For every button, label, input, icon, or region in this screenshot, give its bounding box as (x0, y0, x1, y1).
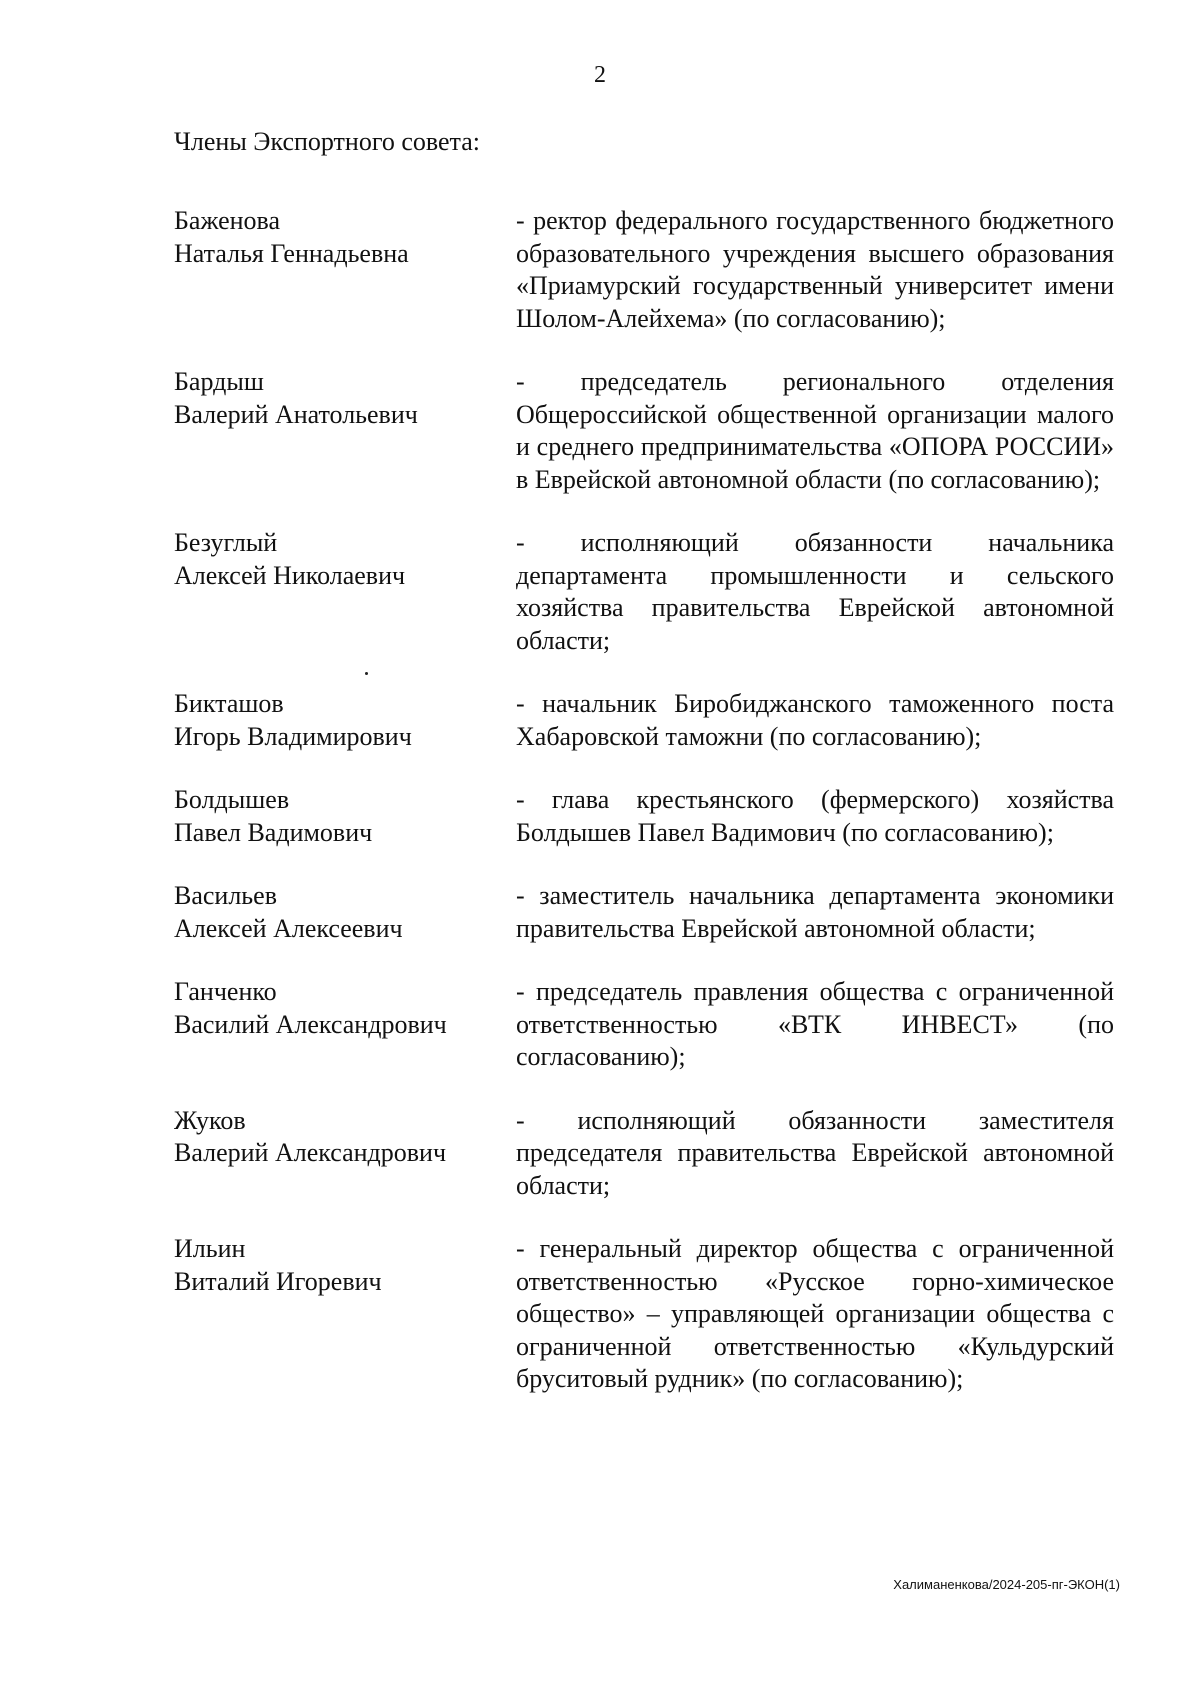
member-name (174, 205, 516, 335)
document-footer-code: Халиманенкова/2024-205-пг-ЭКОН(1) (893, 1577, 1120, 1592)
member-name (174, 1105, 516, 1203)
member-name (174, 366, 516, 496)
member-given-names: Алексей Алексеевич (174, 913, 403, 943)
member-given-names: Павел Вадимович (174, 817, 373, 847)
member-name (174, 688, 516, 753)
member-name (174, 1233, 516, 1396)
member-name (174, 880, 516, 945)
member-given-names: Василий Александрович (174, 1009, 447, 1039)
member-surname: Ганченко (174, 977, 277, 1006)
member-surname: Бикташов (174, 689, 284, 718)
member-position: - исполняющий обязанности заместителя председателя правительства Еврейской автономной области; (516, 1105, 1114, 1200)
member-entry (174, 366, 1114, 496)
page-number: 2 (594, 62, 606, 88)
member-given-names: Валерий Александрович (174, 1138, 447, 1167)
member-position: - ректор федерального государственного бюджетного образовательного учреждения высшего образования «Приамурский государственный университет имени Шолом-Алейхема» (по согласованию); (516, 206, 1114, 333)
member-entry (174, 1105, 1114, 1203)
member-given-names: Виталий Игоревич (174, 1266, 382, 1296)
member-given-names: Игорь Владимирович (174, 721, 412, 751)
member-entry (174, 688, 1114, 753)
member-surname: Баженова (174, 206, 281, 235)
member-position: - глава крестьянского (фермерского) хозяйства Болдышев Павел Вадимович (по согласованию); (516, 785, 1114, 847)
member-surname: Жуков (174, 1105, 246, 1135)
scan-speck (365, 672, 368, 675)
member-given-names: Наталья Геннадьевна (174, 238, 409, 268)
member-surname: Безуглый (174, 528, 278, 557)
member-position: - председатель регионального отделения Общероссийской общественной организации малого и среднего предпринимательства «ОПОРА РОССИИ» в Еврейской автономной области (по согласованию); (516, 367, 1114, 494)
member-position: - генеральный директор общества с ограниченной ответственностью «Русское горно-химическое общество» – управляющей организации общества с ограниченной ответственностью «Кульдурский бруситовый рудник» (по согласованию); (516, 1234, 1114, 1393)
member-position: - начальник Биробиджанского таможенного поста Хабаровской таможни (по согласованию); (516, 689, 1114, 751)
section-heading: Члены Экспортного совета: (174, 127, 480, 156)
member-entry (174, 527, 1114, 657)
members-list (174, 205, 1114, 1427)
member-name (174, 527, 516, 657)
member-entry (174, 976, 1114, 1074)
member-surname: Болдышев (174, 785, 290, 814)
member-entry (174, 205, 1114, 335)
member-given-names: Валерий Анатольевич (174, 399, 418, 429)
member-surname: Ильин (174, 1234, 246, 1263)
member-entry (174, 880, 1114, 945)
member-surname: Бардыш (174, 367, 264, 396)
member-name (174, 784, 516, 849)
member-position: - исполняющий обязанности начальника департамента промышленности и сельского хозяйства правительства Еврейской автономной области; (516, 528, 1114, 655)
member-given-names: Алексей Николаевич (174, 560, 406, 590)
member-position: - заместитель начальника департамента экономики правительства Еврейской автономной области; (516, 881, 1114, 943)
member-name (174, 976, 516, 1074)
member-position: - председатель правления общества с ограниченной ответственностью «ВТК ИНВЕСТ» (по согласованию); (516, 977, 1114, 1071)
member-entry (174, 1233, 1114, 1396)
member-entry (174, 784, 1114, 849)
member-surname: Васильев (174, 881, 277, 910)
